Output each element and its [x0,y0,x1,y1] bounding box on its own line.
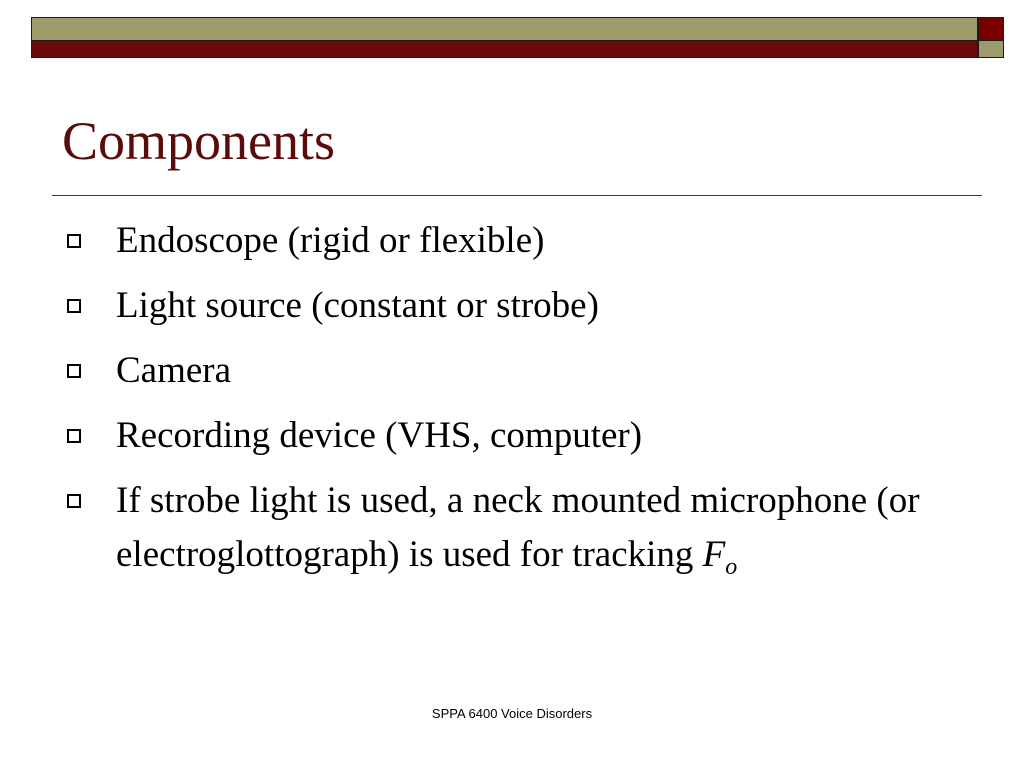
bullet-item [60,409,980,463]
header-corner-square-olive [978,41,1004,58]
bullet-item [60,474,980,594]
bullet-item [60,279,980,333]
header-bar-maroon [31,41,978,58]
hollow-square-icon [67,299,81,313]
bullet-text: Endoscope (rigid or flexible) [116,220,545,261]
bullet-item [60,214,980,268]
fundamental-frequency-symbol [702,534,738,580]
hollow-square-icon [67,234,81,248]
bullet-text: Camera [116,350,232,391]
title-divider [52,195,982,196]
header-bar-olive [31,17,978,41]
bullet-text: Light source (constant or strobe) [116,285,599,326]
bullet-text: If strobe light is used, a neck mounted microphone (or electroglottograph) is used for tracking [116,480,920,575]
hollow-square-icon [67,494,81,508]
bullet-item [60,344,980,398]
slide-footer: SPPA 6400 Voice Disorders [431,706,593,721]
slide-title: Components [62,111,336,171]
bullet-text: Recording device (VHS, computer) [116,415,643,456]
hollow-square-icon [67,429,81,443]
frequency-symbol-subscript: o [725,554,738,580]
hollow-square-icon [67,364,81,378]
frequency-symbol-letter: F [702,534,726,575]
header-corner-square-maroon [978,17,1004,41]
bullet-list [60,214,980,594]
